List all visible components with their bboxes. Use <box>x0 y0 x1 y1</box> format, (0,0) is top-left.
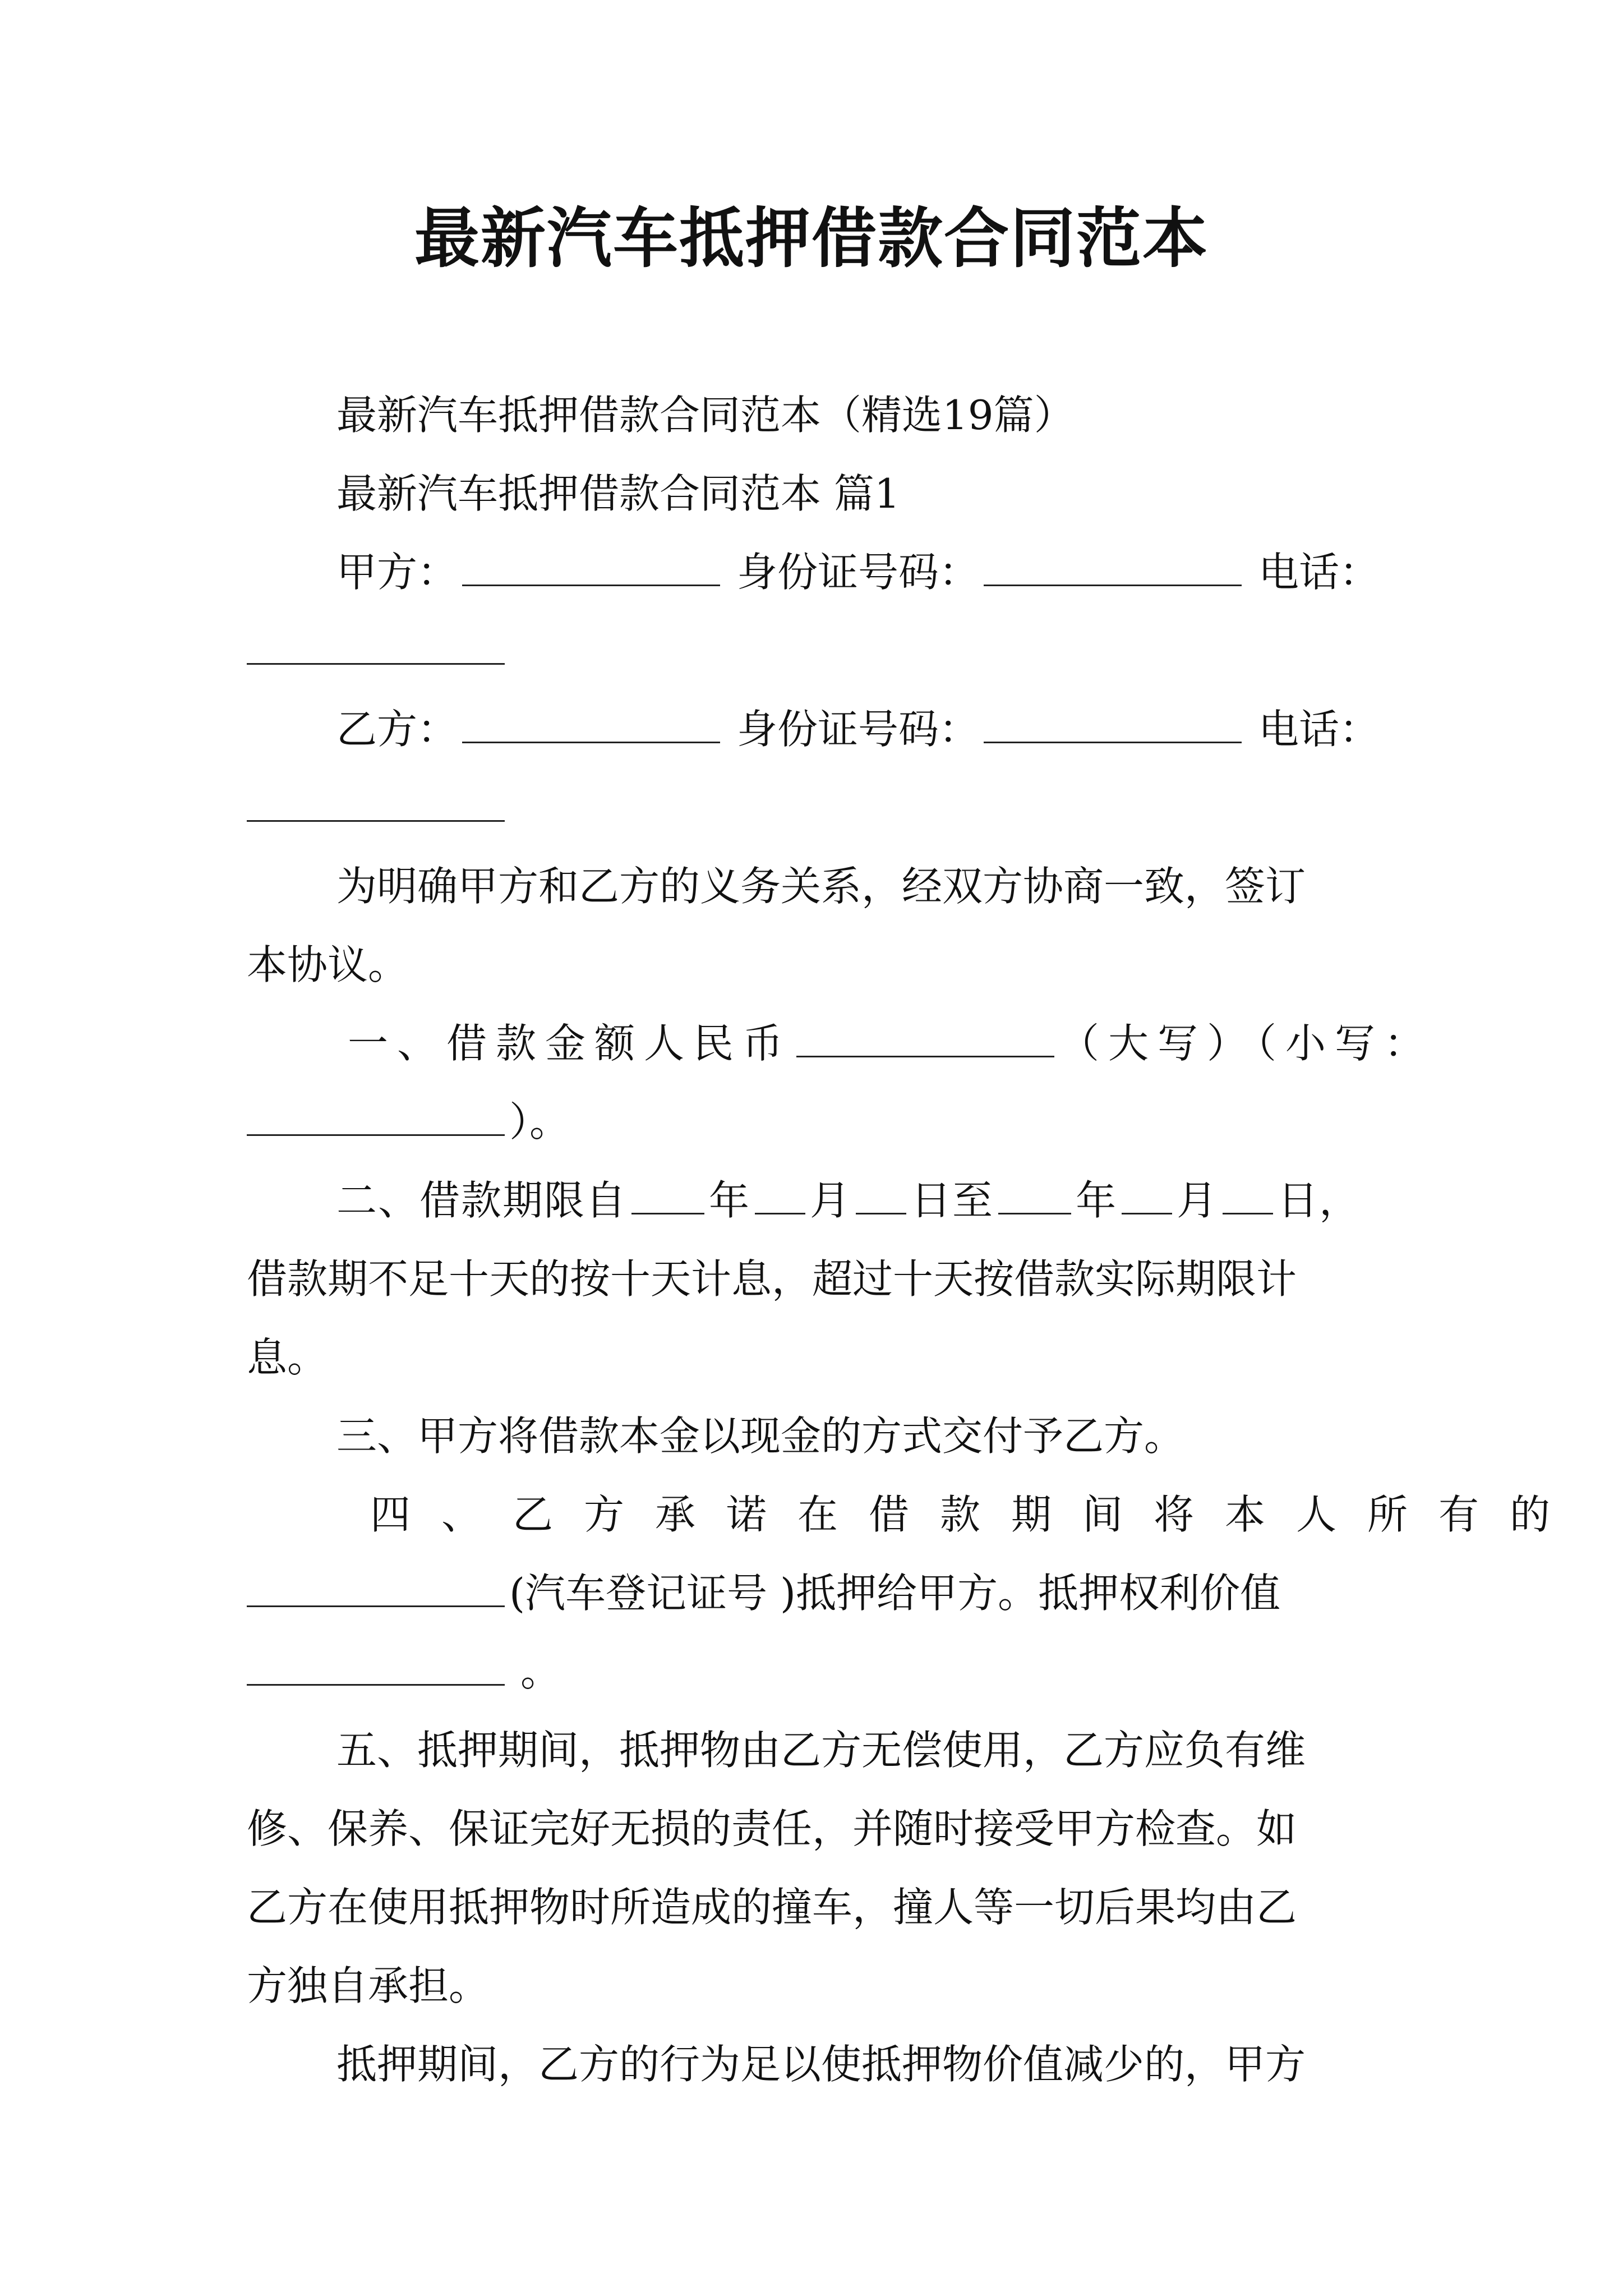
party-a-phone-line <box>247 623 1380 679</box>
clause-2-end-year-blank <box>998 1207 1071 1214</box>
intro-line-1: 为明确甲方和乙方的义务关系，经双方协商一致，签订 <box>336 863 1306 910</box>
clause-2-end-month-label: 月 <box>1177 1177 1219 1224</box>
party-b-phone-label: 电话： <box>1258 706 1380 753</box>
clause-1-lowercase-blank <box>247 1129 505 1136</box>
party-a-phone-blank <box>247 657 505 665</box>
clause-2-start-day-blank <box>856 1207 906 1214</box>
clause-5-line-2: 修、保养、保证完好无损的责任，并随时接受甲方检查。如 <box>247 1805 1297 1852</box>
clause-5-line-1: 五、抵押期间，抵押物由乙方无偿使用，乙方应负有维 <box>336 1727 1306 1774</box>
clause-2-year-label: 年 <box>709 1177 751 1224</box>
party-b-phone-blank <box>247 815 505 822</box>
clause-1-case-label: （大写）（小写： <box>1059 1020 1434 1067</box>
intro-line-2: 本协议。 <box>247 941 409 988</box>
clause-5-line-4: 方独自承担。 <box>247 1962 490 2009</box>
party-b-name-blank <box>462 736 720 743</box>
clause-2-start-month-blank <box>755 1207 805 1214</box>
clause-4-value-blank <box>247 1678 505 1686</box>
clause-2-day-end: 日， <box>1278 1177 1361 1224</box>
clause-4-vehicle-text: (汽车登记证号 )抵押给甲方。抵押权利价值 <box>509 1570 1281 1617</box>
party-b-name-field <box>336 701 725 757</box>
document-title: 最新汽车抵押借款合同范本 <box>414 200 1209 277</box>
party-a-name-field <box>336 544 725 600</box>
clause-5-line-3: 乙方在使用抵押物时所造成的撞车，撞人等一切后果均由乙 <box>247 1884 1297 1931</box>
clause-1-uppercase-blank <box>796 1050 1054 1057</box>
clause-1-line-1 <box>348 1015 1434 1071</box>
party-a-label: 甲方： <box>336 549 458 596</box>
party-b-label: 乙方： <box>336 706 458 753</box>
party-b-phone-line <box>247 780 1380 836</box>
party-a-line <box>336 544 1380 600</box>
clause-3: 三、甲方将借款本金以现金的方式交付予乙方。 <box>336 1412 1185 1460</box>
clause-2-end-month-blank <box>1122 1207 1172 1214</box>
clause-4-line-2 <box>247 1565 1380 1621</box>
clause-2-day-to: 日至 <box>911 1177 994 1224</box>
party-a-name-blank <box>462 579 720 586</box>
party-a-id-blank <box>984 579 1242 586</box>
clause-2-start-year-blank <box>631 1207 704 1214</box>
party-a-id-field <box>737 544 1246 600</box>
party-b-id-blank <box>984 736 1242 743</box>
clause-2-end-day-blank <box>1223 1207 1273 1214</box>
clause-2-line-1 <box>336 1172 1380 1228</box>
clause-1-amount-label: 一、借款金额人民币 <box>348 1020 792 1067</box>
clause-4-line-1: 四、乙方承诺在借款期间将本人所有的 <box>370 1491 1581 1538</box>
document-subtitle: 最新汽车抵押借款合同范本（精选19篇） <box>336 392 1075 439</box>
clause-2-month-label: 月 <box>810 1177 852 1224</box>
clause-1-close: ）。 <box>509 1098 570 1145</box>
clause-4-end: 。 <box>520 1648 561 1695</box>
clause-2-start: 二、借款期限自 <box>336 1177 628 1224</box>
party-b-id-label: 身份证号码： <box>736 706 979 753</box>
clause-2-end-year-label: 年 <box>1076 1177 1118 1224</box>
clause-1-line-2 <box>247 1094 1380 1150</box>
party-b-id-field <box>737 701 1246 757</box>
party-a-id-label: 身份证号码： <box>736 549 979 596</box>
clause-4-vehicle-blank <box>247 1600 505 1607</box>
section-heading: 最新汽车抵押借款合同范本 篇1 <box>336 470 900 517</box>
party-a-phone-label: 电话： <box>1258 549 1380 596</box>
clause-2-line-2: 借款期不足十天的按十天计息，超过十天按借款实际期限计 <box>247 1255 1297 1303</box>
clause-4-line-3 <box>247 1644 1380 1700</box>
clause-2-line-3: 息。 <box>247 1334 328 1381</box>
party-b-line <box>336 701 1380 757</box>
collateral-clause-line-1: 抵押期间，乙方的行为足以使抵押物价值减少的，甲方 <box>336 2041 1306 2088</box>
